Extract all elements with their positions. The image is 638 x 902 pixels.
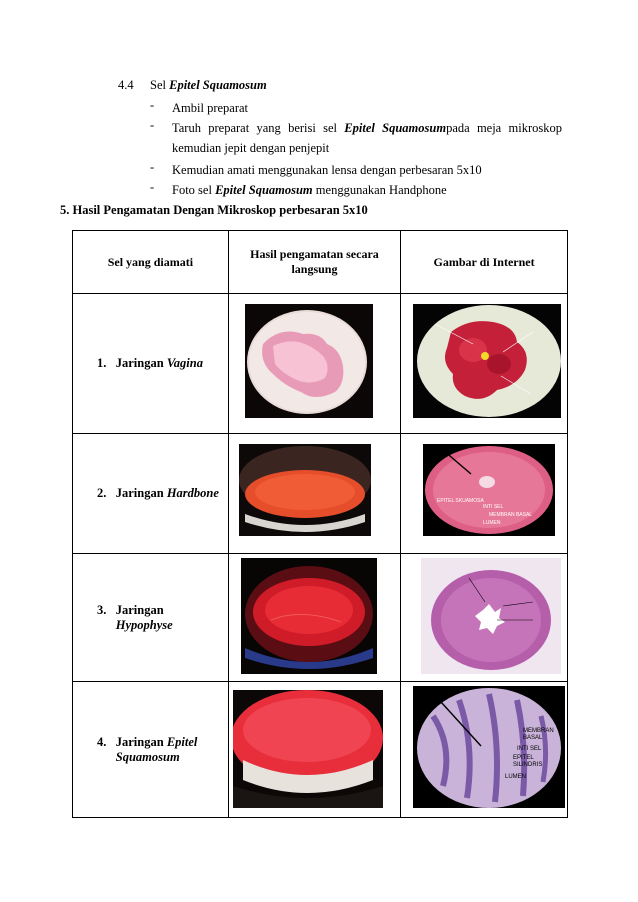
internet-image-cell bbox=[401, 682, 568, 818]
header-cell: Gambar di Internet bbox=[401, 231, 568, 294]
step-text: Foto sel Epitel Squamosum menggunakan Handphone bbox=[172, 183, 447, 197]
step-text: Kemudian amati menggunakan lensa dengan perbesaran 5x10 bbox=[172, 163, 482, 177]
label-inti: INTI SEL bbox=[483, 504, 504, 510]
row-label: 4. Jaringan Epitel Squamosum bbox=[73, 682, 229, 818]
label-epitel: EPITEL SKUAMOSA bbox=[437, 498, 484, 504]
internet-photo-hypophyse bbox=[421, 558, 561, 674]
row-label: 1. Jaringan Vagina bbox=[73, 294, 229, 434]
observation-image-cell bbox=[228, 434, 400, 554]
observation-image-cell bbox=[228, 294, 400, 434]
step-dash: - bbox=[150, 98, 155, 112]
microscope-photo-hardbone bbox=[239, 444, 371, 536]
microscope-photo-epitel bbox=[233, 690, 383, 808]
header-cell: Hasil pengamatan secara langsung bbox=[228, 231, 400, 294]
table-row bbox=[73, 434, 568, 554]
step-dash: - bbox=[150, 180, 155, 194]
section-number: 4.4 bbox=[118, 78, 134, 92]
section-title bbox=[150, 78, 267, 93]
step-text: Taruh preparat yang berisi sel Epitel Squamosumpada meja mikroskop kemudian jepit dengan penjepit bbox=[172, 121, 562, 155]
label-silindris: SILINDRIS bbox=[513, 762, 543, 768]
observation-image-cell bbox=[228, 554, 400, 682]
internet-image-cell bbox=[401, 554, 568, 682]
table-row bbox=[73, 294, 568, 434]
step-dash: - bbox=[150, 160, 155, 174]
label-membran: MEMBRAN bbox=[523, 728, 554, 734]
label-basal: BASAL bbox=[523, 735, 543, 741]
header-cell: Sel yang diamati bbox=[73, 231, 229, 294]
label-epitel: EPITEL bbox=[513, 755, 534, 761]
label-lumen: LUMEN bbox=[483, 520, 501, 526]
internet-photo-epitel bbox=[413, 686, 565, 808]
internet-photo-vagina bbox=[413, 304, 561, 418]
step-dash: - bbox=[150, 118, 155, 132]
observation-table bbox=[72, 230, 568, 818]
table-row bbox=[73, 682, 568, 818]
label-membran: MEMBRAN BASAL bbox=[489, 512, 533, 518]
table-row bbox=[73, 554, 568, 682]
microscope-photo-hypophyse bbox=[241, 558, 377, 674]
observation-image-cell bbox=[228, 682, 400, 818]
section-title-prefix: Sel bbox=[150, 78, 170, 92]
internet-photo-hardbone bbox=[423, 444, 555, 536]
section-5-title: 5. Hasil Pengamatan Dengan Mikroskop perbesaran 5x10 bbox=[60, 203, 368, 217]
row-label: 2. Jaringan Hardbone bbox=[73, 434, 229, 554]
label-inti: INTI SEL bbox=[517, 746, 542, 752]
internet-image-cell bbox=[401, 294, 568, 434]
row-label: 3. Jaringan Hypophyse bbox=[73, 554, 229, 682]
table-header-row bbox=[73, 231, 568, 294]
label-lumen: LUMEN bbox=[505, 774, 527, 780]
section-title-italic: Epitel Squamosum bbox=[169, 78, 267, 92]
step-text: Ambil preparat bbox=[172, 101, 249, 115]
microscope-photo-vagina bbox=[245, 304, 373, 418]
internet-image-cell bbox=[401, 434, 568, 554]
